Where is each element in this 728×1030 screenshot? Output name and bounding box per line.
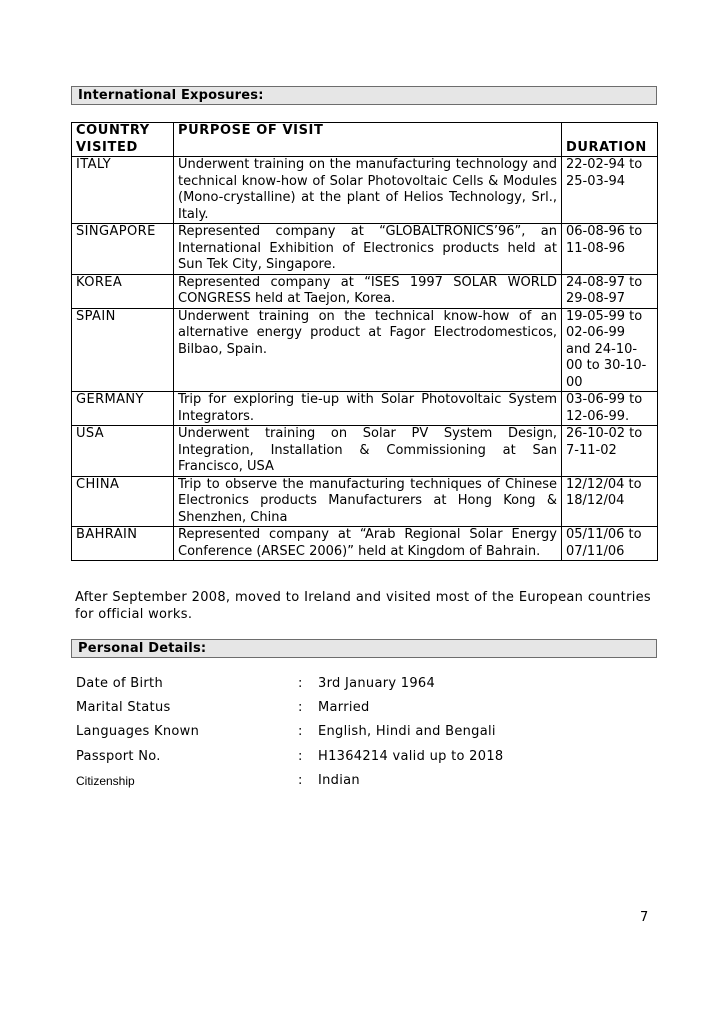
purpose-cell: Represented company at “Arab Regional Solar Energy Conference (ARSEC 2006)” held at Kingdom of Bahrain. [174, 527, 562, 561]
page-number: 7 [640, 910, 649, 925]
purpose-cell: Trip for exploring tie-up with Solar Photovoltaic System Integrators. [174, 392, 562, 426]
detail-label: Languages Known [76, 724, 200, 739]
personal-detail-row [76, 748, 636, 766]
table-row [72, 308, 658, 392]
detail-separator: : [298, 749, 303, 764]
detail-separator: : [298, 724, 303, 739]
duration-cell: 19-05-99 to 02-06-99 and 24-10-00 to 30-10-00 [562, 308, 658, 392]
table-header-row [72, 123, 658, 157]
personal-detail-row [76, 772, 636, 790]
duration-cell: 26-10-02 to 7-11-02 [562, 426, 658, 477]
duration-cell: 24-08-97 to 29-08-97 [562, 274, 658, 308]
purpose-cell: Represented company at “GLOBALTRONICS’96”, an International Exhibition of Electronics products held at Sun Tek City, Singapore. [174, 224, 562, 275]
country-cell: SPAIN [72, 308, 174, 392]
detail-label: Citizenship [76, 774, 135, 788]
purpose-cell: Represented company at “ISES 1997 SOLAR WORLD CONGRESS held at Taejon, Korea. [174, 274, 562, 308]
purpose-column-header: PURPOSE OF VISIT [174, 123, 562, 157]
table-row [72, 476, 658, 527]
detail-label: Marital Status [76, 700, 171, 715]
detail-label: Passport No. [76, 749, 161, 764]
duration-cell: 12/12/04 to 18/12/04 [562, 476, 658, 527]
purpose-cell: Underwent training on the technical know-how of an alternative energy product at Fagor Electrodomesticos, Bilbao, Spain. [174, 308, 562, 392]
duration-cell: 05/11/06 to 07/11/06 [562, 527, 658, 561]
detail-separator: : [298, 676, 303, 691]
duration-column-header: DURATION [562, 123, 658, 157]
personal-details-header: Personal Details: [71, 639, 657, 658]
international-exposures-table [71, 122, 658, 561]
detail-value: English, Hindi and Bengali [318, 724, 496, 739]
detail-value: 3rd January 1964 [318, 676, 436, 691]
country-column-header: COUNTRY VISITED [72, 123, 174, 157]
purpose-cell: Underwent training on Solar PV System Design, Integration, Installation & Commissioning at San Francisco, USA [174, 426, 562, 477]
country-cell: BAHRAIN [72, 527, 174, 561]
country-cell: CHINA [72, 476, 174, 527]
duration-cell: 22-02-94 to 25-03-94 [562, 157, 658, 224]
table-row [72, 392, 658, 426]
detail-separator: : [298, 700, 303, 715]
international-exposures-header: International Exposures: [71, 86, 657, 105]
detail-label: Date of Birth [76, 676, 163, 691]
country-cell: KOREA [72, 274, 174, 308]
table-row [72, 274, 658, 308]
table-row [72, 426, 658, 477]
detail-value: H1364214 valid up to 2018 [318, 749, 504, 764]
table-row [72, 527, 658, 561]
detail-separator: : [298, 773, 303, 788]
after-note: After September 2008, moved to Ireland and visited most of the European countries for official works. [75, 590, 651, 622]
country-cell: ITALY [72, 157, 174, 224]
table-row [72, 157, 658, 224]
purpose-cell: Underwent training on the manufacturing technology and technical know-how of Solar Photovoltaic Cells & Modules (Mono-crystalline) at the plant of Helios Technology, Srl., Italy. [174, 157, 562, 224]
detail-value: Indian [318, 773, 360, 788]
table-row [72, 224, 658, 275]
personal-detail-row [76, 675, 636, 693]
personal-detail-row [76, 699, 636, 717]
country-cell: GERMANY [72, 392, 174, 426]
country-cell: SINGAPORE [72, 224, 174, 275]
personal-detail-row [76, 723, 636, 741]
duration-cell: 06-08-96 to 11-08-96 [562, 224, 658, 275]
duration-cell: 03-06-99 to 12-06-99. [562, 392, 658, 426]
detail-value: Married [318, 700, 370, 715]
country-cell: USA [72, 426, 174, 477]
purpose-cell: Trip to observe the manufacturing techniques of Chinese Electronics products Manufacturers at Hong Kong & Shenzhen, China [174, 476, 562, 527]
